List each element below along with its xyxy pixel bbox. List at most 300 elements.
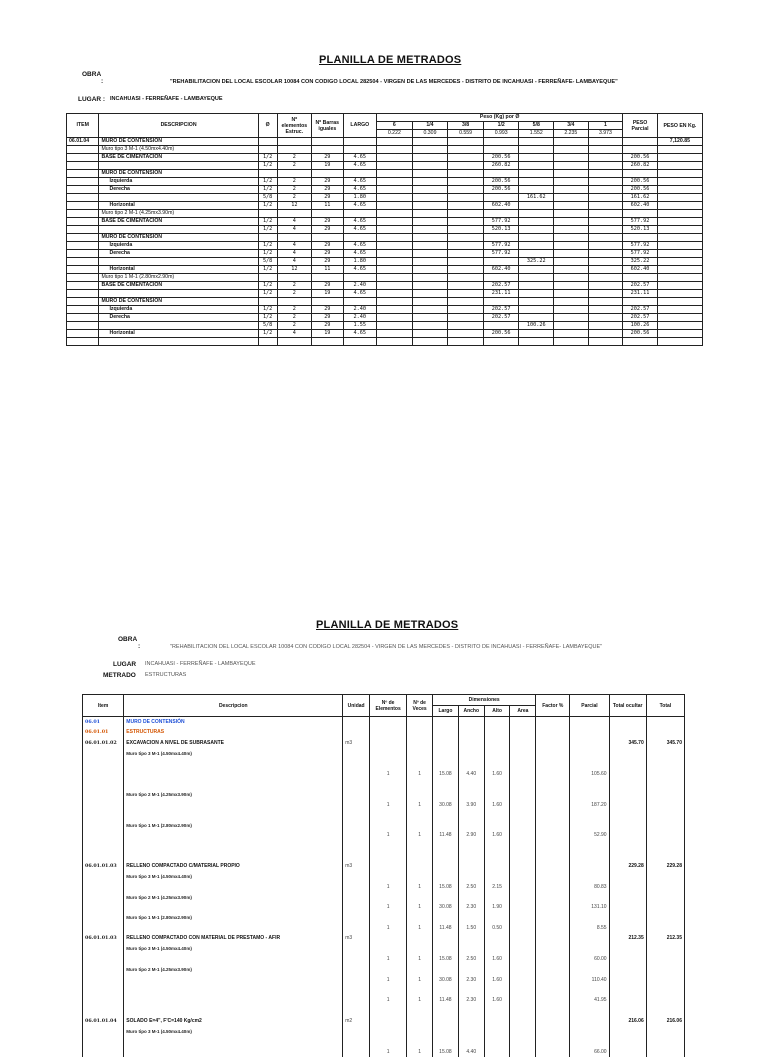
row-ancho [458, 789, 484, 799]
peso-cell [588, 298, 623, 306]
row-ancho [458, 871, 484, 881]
row-desc: Izquierda [99, 242, 258, 250]
table-row [67, 218, 703, 226]
row-n-elem [370, 964, 407, 974]
col-n-elem: Nº elementos Estruc. [277, 114, 312, 138]
peso-cell [412, 154, 448, 162]
peso-cell [519, 202, 554, 210]
table-row [67, 154, 703, 162]
row-parcial: 8.55 [570, 923, 609, 933]
sheet2-lugar-label: LUGAR [113, 661, 137, 668]
row-n-veces [407, 892, 433, 902]
peso-cell: 577.92 [483, 250, 519, 258]
row-total [646, 758, 684, 768]
row-area [510, 851, 536, 861]
item-code [83, 974, 124, 984]
item-code [83, 923, 124, 933]
row-largo: 11.48 [433, 995, 459, 1005]
row-area [510, 882, 536, 892]
row-largo [343, 146, 377, 154]
row-factor [536, 995, 570, 1005]
peso-cell [483, 146, 519, 154]
row-n-elem: 1 [370, 974, 407, 984]
row-desc: Derecha [99, 186, 258, 194]
row-desc: Horizontal [99, 330, 258, 338]
peso-cell [519, 210, 554, 218]
item-code [83, 985, 124, 995]
row-largo: 4.65 [343, 186, 377, 194]
row-ancho: 4.40 [458, 768, 484, 778]
row-factor [536, 944, 570, 954]
row-n-elem [370, 933, 407, 943]
peso-cell [519, 218, 554, 226]
table-row [67, 250, 703, 258]
peso-cell [519, 250, 554, 258]
row-sub [124, 1047, 343, 1057]
row-n-elem: 2 [277, 322, 312, 330]
row-sub [124, 882, 343, 892]
peso-cell [588, 282, 623, 290]
item-code [83, 902, 124, 912]
row-ancho: 2.30 [458, 974, 484, 984]
table-row [83, 871, 685, 881]
peso-cell: 520.13 [483, 226, 519, 234]
peso-cell [588, 202, 623, 210]
row-unidad [343, 985, 370, 995]
row-n-elem: 2 [277, 186, 312, 194]
item-code [83, 1005, 124, 1015]
peso-cell [377, 234, 413, 242]
row-largo [433, 964, 459, 974]
row-n-barras [312, 298, 343, 306]
row-peso-parcial: 202.57 [623, 282, 658, 290]
row-diam [258, 210, 277, 218]
table-row [67, 146, 703, 154]
row-unidad [343, 995, 370, 1005]
table-row [67, 282, 703, 290]
item-code: 06.01.01.02 [83, 738, 124, 748]
row-n-barras [312, 146, 343, 154]
row-largo [433, 944, 459, 954]
row-area [510, 758, 536, 768]
row-total [657, 194, 702, 202]
row-factor [536, 779, 570, 789]
row-largo [343, 210, 377, 218]
row-largo: 4.65 [343, 218, 377, 226]
row-n-elem [370, 1036, 407, 1046]
table-row [67, 242, 703, 250]
table-row [83, 820, 685, 830]
row-alto [484, 738, 510, 748]
row-sub [124, 768, 343, 778]
sheet1-obra-label: OBRA [82, 71, 102, 78]
peso-cell [377, 242, 413, 250]
row-parcial [570, 1026, 609, 1036]
peso-cell [377, 274, 413, 282]
row-parcial: 105.60 [570, 768, 609, 778]
table-row [67, 266, 703, 274]
row-desc: SOLADO E=4", F'C=140 Kg/cm2 [124, 1016, 343, 1026]
item-code [83, 995, 124, 1005]
row-total-ocultar [609, 964, 646, 974]
peso-cell [377, 226, 413, 234]
row-alto: 1.60 [484, 768, 510, 778]
table-row [67, 162, 703, 170]
row-total [657, 290, 702, 298]
diam-header: 1/2 [483, 122, 519, 130]
peso-cell [483, 234, 519, 242]
row-total: 229.28 [646, 861, 684, 871]
row-n-elem [277, 234, 312, 242]
row-total [646, 974, 684, 984]
row-n-barras [312, 170, 343, 178]
col2-ancho: Ancho [458, 706, 484, 717]
table-row [83, 1036, 685, 1046]
row-n-elem [370, 717, 407, 728]
row-n-veces [407, 841, 433, 851]
row-unidad [343, 944, 370, 954]
row-total [646, 820, 684, 830]
peso-cell [519, 330, 554, 338]
row-desc: RELLENO COMPACTADO CON MATERIAL DE PRESTAMO - AFIR [124, 933, 343, 943]
row-largo: 4.65 [343, 178, 377, 186]
empty-cell [312, 338, 343, 346]
row-unidad [343, 717, 370, 728]
row-desc: MURO DE CONTENSIÓN [124, 717, 343, 728]
row-sub [124, 974, 343, 984]
peso-cell [448, 162, 484, 170]
peso-cell [377, 258, 413, 266]
row-n-veces [407, 738, 433, 748]
row-desc: Horizontal [99, 202, 258, 210]
peso-cell: 602.40 [483, 266, 519, 274]
peso-cell [448, 314, 484, 322]
row-alto [484, 964, 510, 974]
row-largo: 4.65 [343, 226, 377, 234]
row-diam: 1/2 [258, 290, 277, 298]
item-code [83, 954, 124, 964]
table-row [67, 226, 703, 234]
row-total [646, 841, 684, 851]
peso-cell [588, 154, 623, 162]
row-largo [433, 779, 459, 789]
row-total [657, 282, 702, 290]
row-alto [484, 1016, 510, 1026]
row-total [657, 274, 702, 282]
row-desc: BASE DE CIMENTACIÓN [99, 282, 258, 290]
row-total [646, 1005, 684, 1015]
row-unidad [343, 974, 370, 984]
row-area [510, 1047, 536, 1057]
peso-cell [554, 298, 589, 306]
row-n-elem [277, 274, 312, 282]
row-largo [343, 138, 377, 146]
row-n-elem [370, 861, 407, 871]
item-code [83, 944, 124, 954]
row-unidad: m3 [343, 861, 370, 871]
row-diam: 1/2 [258, 306, 277, 314]
peso-cell [519, 290, 554, 298]
item-code [83, 871, 124, 881]
row-unidad [343, 758, 370, 768]
row-largo: 2.40 [343, 282, 377, 290]
row-largo: 2.40 [343, 314, 377, 322]
row-area [510, 717, 536, 728]
item-code: 06.01 [83, 717, 124, 728]
row-desc: RELLENO COMPACTADO C/MATERIAL PROPIO [124, 861, 343, 871]
row-n-veces [407, 964, 433, 974]
peso-cell [412, 170, 448, 178]
row-sub [124, 779, 343, 789]
sheet1-lugar-label: LUGAR : [78, 96, 106, 103]
row-total-ocultar [609, 1047, 646, 1057]
row-desc: BASE DE CIMENTACIÓN [99, 154, 258, 162]
row-alto [484, 1026, 510, 1036]
row-alto [484, 851, 510, 861]
row-largo [433, 871, 459, 881]
row-total-ocultar [609, 882, 646, 892]
row-largo [433, 913, 459, 923]
row-peso-parcial [623, 234, 658, 242]
row-sub: Muro tipo 2 M-1 (4.25mx3.90m) [124, 789, 343, 799]
peso-cell [412, 298, 448, 306]
row-n-elem: 4 [277, 330, 312, 338]
peso-cell [588, 322, 623, 330]
row-factor [536, 985, 570, 995]
row-diam: 1/2 [258, 186, 277, 194]
row-factor [536, 1036, 570, 1046]
row-n-veces [407, 727, 433, 737]
row-largo [433, 1036, 459, 1046]
peso-cell [448, 218, 484, 226]
row-unidad [343, 892, 370, 902]
peso-cell [483, 322, 519, 330]
peso-cell [554, 274, 589, 282]
col-peso-parcial: PESO Parcial [623, 114, 658, 138]
row-total [646, 768, 684, 778]
table-row [67, 186, 703, 194]
row-parcial [570, 851, 609, 861]
item-code [83, 799, 124, 809]
row-n-veces: 1 [407, 923, 433, 933]
row-unidad [343, 1026, 370, 1036]
col2-total: Total [646, 695, 684, 717]
row-parcial [570, 1036, 609, 1046]
row-total [646, 944, 684, 954]
peso-cell [412, 314, 448, 322]
peso-cell [554, 290, 589, 298]
empty-cell [657, 338, 702, 346]
row-largo: 1.80 [343, 258, 377, 266]
row-n-elem: 12 [277, 266, 312, 274]
table-row [83, 748, 685, 758]
row-ancho [458, 892, 484, 902]
row-n-barras: 29 [312, 194, 343, 202]
peso-cell [519, 186, 554, 194]
row-n-elem [370, 779, 407, 789]
peso-cell [448, 170, 484, 178]
table-row [83, 861, 685, 871]
row-ancho [458, 717, 484, 728]
table-row [83, 789, 685, 799]
row-diam: 1/2 [258, 330, 277, 338]
row-alto [484, 1005, 510, 1015]
row-largo: 30.08 [433, 974, 459, 984]
row-total [657, 250, 702, 258]
row-diam: 5/8 [258, 322, 277, 330]
peso-cell [412, 282, 448, 290]
row-largo: 1.55 [343, 322, 377, 330]
row-total: 7,120.85 [657, 138, 702, 146]
row-ancho: 2.50 [458, 954, 484, 964]
row-n-veces [407, 933, 433, 943]
col-peso-group: Peso (Kg) por Ø [377, 114, 623, 122]
row-sub [124, 810, 343, 820]
peso-cell [412, 258, 448, 266]
row-factor [536, 954, 570, 964]
row-diam: 1/2 [258, 162, 277, 170]
row-ancho: 2.90 [458, 830, 484, 840]
row-total [646, 882, 684, 892]
peso-cell [554, 250, 589, 258]
row-n-elem: 2 [277, 178, 312, 186]
row-ancho [458, 933, 484, 943]
row-alto [484, 717, 510, 728]
row-n-elem: 4 [277, 218, 312, 226]
peso-cell [519, 170, 554, 178]
row-alto: 1.60 [484, 830, 510, 840]
row-n-elem: 2 [277, 162, 312, 170]
row-n-elem [370, 789, 407, 799]
row-n-elem [370, 841, 407, 851]
table-row [67, 170, 703, 178]
row-peso-parcial [623, 298, 658, 306]
row-sub [124, 902, 343, 912]
row-peso-parcial: 100.26 [623, 322, 658, 330]
row-total [646, 727, 684, 737]
item-code [83, 810, 124, 820]
row-area [510, 799, 536, 809]
row-parcial: 60.00 [570, 954, 609, 964]
col2-factor: Factor % [536, 695, 570, 717]
peso-cell [588, 146, 623, 154]
diam-header: 6 [377, 122, 413, 130]
peso-cell [377, 202, 413, 210]
peso-cell [377, 298, 413, 306]
sheet2-obra-label: OBRA [118, 636, 138, 643]
row-n-veces [407, 861, 433, 871]
row-diam [258, 138, 277, 146]
row-peso-parcial: 200.56 [623, 178, 658, 186]
row-sub: Muro tipo 3 M-1 (4.50mx4.40m) [124, 748, 343, 758]
row-n-veces: 1 [407, 954, 433, 964]
row-sub [124, 1005, 343, 1015]
row-largo [433, 1016, 459, 1026]
row-total [646, 717, 684, 728]
peso-cell [448, 330, 484, 338]
item-code: 06.01.04 [67, 138, 99, 146]
row-diam: 1/2 [258, 314, 277, 322]
row-factor [536, 861, 570, 871]
row-ancho [458, 779, 484, 789]
row-desc: Derecha [99, 314, 258, 322]
item-code [67, 330, 99, 338]
row-diam: 1/2 [258, 250, 277, 258]
table-row [67, 314, 703, 322]
peso-cell [448, 298, 484, 306]
row-parcial [570, 738, 609, 748]
row-sub [124, 851, 343, 861]
empty-cell [99, 338, 258, 346]
peso-cell: 577.92 [483, 242, 519, 250]
row-total [657, 242, 702, 250]
row-alto [484, 758, 510, 768]
row-parcial [570, 717, 609, 728]
row-total [646, 995, 684, 1005]
row-factor [536, 727, 570, 737]
row-n-elem: 1 [370, 768, 407, 778]
row-largo: 4.65 [343, 202, 377, 210]
sheet1-table [66, 113, 703, 346]
row-desc: Derecha [99, 250, 258, 258]
peso-cell: 260.82 [483, 162, 519, 170]
row-peso-parcial: 325.22 [623, 258, 658, 266]
row-factor [536, 1016, 570, 1026]
row-n-elem: 2 [277, 282, 312, 290]
row-largo: 1.80 [343, 194, 377, 202]
row-total-ocultar [609, 789, 646, 799]
row-n-veces: 1 [407, 768, 433, 778]
row-total-ocultar [609, 768, 646, 778]
row-alto [484, 1047, 510, 1057]
peso-cell [554, 202, 589, 210]
row-n-elem [277, 138, 312, 146]
row-area [510, 892, 536, 902]
row-n-elem [370, 758, 407, 768]
row-area [510, 871, 536, 881]
empty-cell [588, 338, 623, 346]
empty-cell [277, 338, 312, 346]
row-alto [484, 933, 510, 943]
row-n-veces: 1 [407, 995, 433, 1005]
peso-cell [377, 266, 413, 274]
row-unidad [343, 1036, 370, 1046]
item-code [67, 218, 99, 226]
row-total-ocultar [609, 1026, 646, 1036]
row-ancho [458, 820, 484, 830]
row-n-veces [407, 748, 433, 758]
row-n-veces [407, 789, 433, 799]
row-total-ocultar [609, 954, 646, 964]
row-factor [536, 974, 570, 984]
row-sub [124, 841, 343, 851]
row-largo: 4.65 [343, 242, 377, 250]
peso-cell [483, 298, 519, 306]
row-total [646, 748, 684, 758]
row-largo: 15.08 [433, 768, 459, 778]
peso-cell [588, 266, 623, 274]
row-n-elem: 1 [370, 954, 407, 964]
row-sub [124, 758, 343, 768]
row-largo [433, 841, 459, 851]
row-largo: 4.65 [343, 250, 377, 258]
peso-cell [588, 314, 623, 322]
row-ancho [458, 1036, 484, 1046]
row-n-veces: 1 [407, 882, 433, 892]
item-code [67, 250, 99, 258]
row-total [646, 1047, 684, 1057]
item-code [67, 178, 99, 186]
